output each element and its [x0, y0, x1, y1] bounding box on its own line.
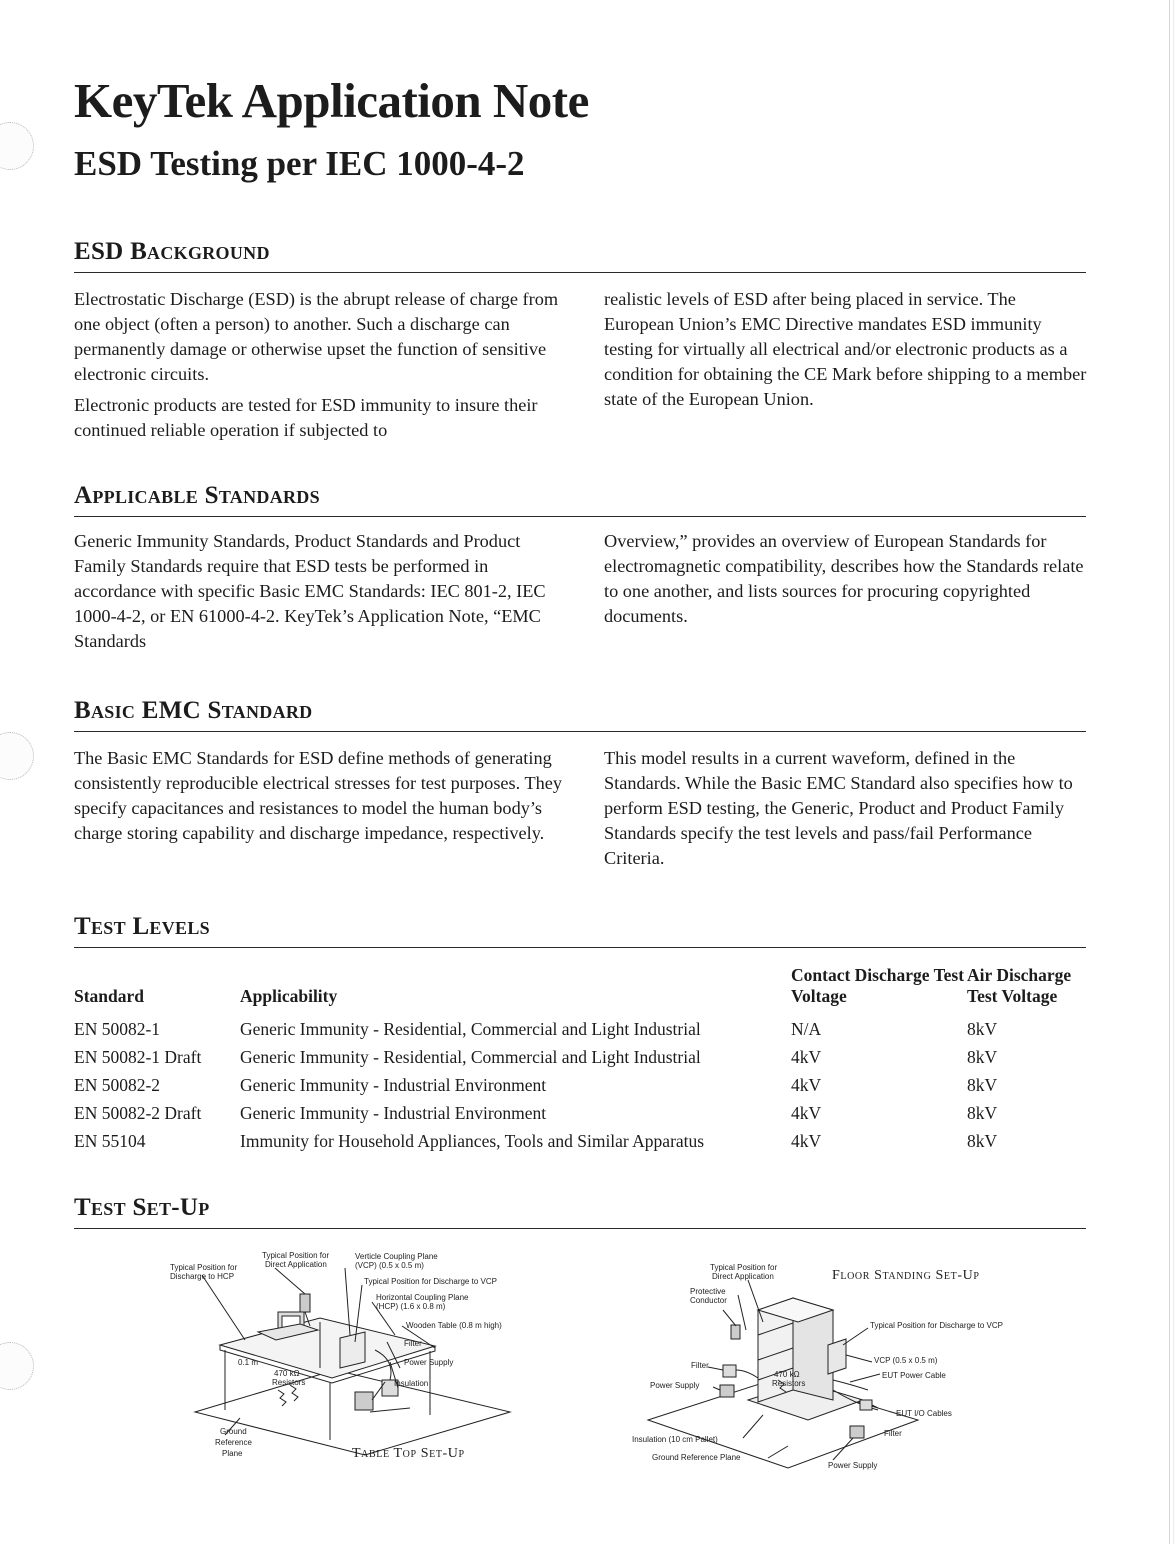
cell-standard: EN 50082-2 Draft — [74, 1102, 202, 1123]
page-subtitle: ESD Testing per IEC 1000-4-2 — [74, 144, 525, 183]
cell-air-voltage: 8kV — [967, 1074, 998, 1095]
binder-hole-middle — [0, 732, 34, 780]
section-heading-basic: Basic EMC Standard — [74, 697, 313, 724]
cell-standard: EN 50082-1 Draft — [74, 1046, 202, 1067]
cell-air-voltage: 8kV — [967, 1130, 998, 1151]
callout-direct-line1: Typical Position for — [262, 1251, 330, 1260]
page-title: KeyTek Application Note — [74, 73, 589, 128]
table-top-illustration — [150, 1250, 550, 1480]
section-rule — [74, 516, 1086, 517]
cell-applicability: Immunity for Household Appliances, Tools and Similar Apparatus — [240, 1130, 705, 1151]
floor-callout-filter-right: Filter — [884, 1429, 902, 1438]
cell-applicability: Generic Immunity - Industrial Environment — [240, 1074, 547, 1095]
binder-hole-bottom — [0, 1342, 34, 1390]
callout-hcp-position-line1: Typical Position for — [170, 1263, 238, 1272]
floor-callout-power-supply-left: Power Supply — [650, 1381, 700, 1390]
paragraph: Generic Immunity Standards, Product Standards and Product Family Standards require that ESD tests be performed in accordance with specific Basic EMC Standards: IEC 801-2, IEC 1000-4-2, or EN 61000-4-2. KeyTek’s Application Note, “EMC Standards — [74, 531, 546, 651]
paragraph: The Basic EMC Standards for ESD define methods of generating consistently reproducible electrical stresses for test purposes. They specify capacitances and resistances to model the human body’s charge storing capability and discharge impedance, respectively. — [74, 748, 563, 843]
section-rule — [74, 947, 1086, 948]
table-row — [74, 1099, 1086, 1127]
cell-air-voltage: 8kV — [967, 1102, 998, 1123]
callout-hcp-line2: (HCP) (1.6 x 0.8 m) — [376, 1302, 446, 1311]
floor-standing-caption: Floor Standing Set-Up — [832, 1268, 980, 1283]
table-row — [74, 1127, 1086, 1155]
callout-wooden-table: Wooden Table (0.8 m high) — [406, 1321, 502, 1330]
callout-distance: 0.1 m — [238, 1358, 259, 1367]
callout-vcp-line1: Verticle Coupling Plane — [355, 1252, 438, 1261]
callout-ground-line3: Plane — [222, 1449, 243, 1458]
callout-vcp-position: Typical Position for Discharge to VCP — [364, 1277, 497, 1286]
basic-right-column — [604, 746, 1089, 877]
callout-hcp-line1: Horizontal Coupling Plane — [376, 1293, 469, 1302]
floor-callout-protective-line2: Conductor — [690, 1296, 727, 1305]
section-heading-setup: Test Set-Up — [74, 1194, 210, 1221]
paragraph: This model results in a current waveform, defined in the Standards. While the Basic EMC Standard also specifies how to perform ESD testing, the Generic, Product and Product Family Standards specify the test levels and pass/fail Performance Criteria. — [604, 748, 1073, 868]
cell-contact-voltage: 4kV — [791, 1046, 822, 1067]
callout-vcp-line2: (VCP) (0.5 x 0.5 m) — [355, 1261, 424, 1270]
column-header-standard: Standard — [74, 986, 145, 1006]
cell-standard: EN 50082-2 — [74, 1074, 161, 1095]
callout-insulation: Insulation — [394, 1379, 429, 1388]
floor-callout-resistor-value: 470 kΩ — [774, 1370, 800, 1379]
paragraph: Electrostatic Discharge (ESD) is the abrupt release of charge from one object (often a person) to another. Such a discharge can permanently damage or otherwise upset the function of sensitive electronic circuits. — [74, 289, 559, 384]
floor-callout-vcp-position: Typical Position for Discharge to VCP — [870, 1321, 1003, 1330]
section-heading-levels: Test Levels — [74, 913, 210, 940]
cell-applicability: Generic Immunity - Industrial Environment — [240, 1102, 547, 1123]
section-rule — [74, 272, 1086, 273]
callout-resistor-value: 470 kΩ — [274, 1369, 300, 1378]
callout-ground-line2: Reference — [215, 1438, 252, 1447]
floor-callout-filter: Filter — [691, 1361, 709, 1370]
floor-callout-insulation: Insulation (10 cm Pallet) — [632, 1435, 718, 1444]
table-row — [74, 1071, 1086, 1099]
floor-callout-direct-line1: Typical Position for — [710, 1263, 778, 1272]
floor-callout-power-supply-bottom: Power Supply — [828, 1461, 878, 1470]
cell-contact-voltage: N/A — [791, 1018, 822, 1039]
page-edge-line-outer — [1173, 0, 1174, 1544]
page-edge-line — [1169, 0, 1170, 1544]
callout-ground-line1: Ground — [220, 1427, 247, 1436]
cell-contact-voltage: 4kV — [791, 1130, 822, 1151]
cell-air-voltage: 8kV — [967, 1046, 998, 1067]
standards-left-column — [74, 529, 564, 660]
table-header-row — [74, 965, 1086, 1015]
table-row — [74, 1015, 1086, 1043]
floor-callout-protective-line1: Protective — [690, 1287, 726, 1296]
section-rule — [74, 731, 1086, 732]
column-header-contact: Contact Discharge Test Voltage — [791, 965, 965, 1006]
floor-callout-ground: Ground Reference Plane — [652, 1453, 741, 1462]
callout-resistors: Resistors — [272, 1378, 306, 1387]
standards-right-column — [604, 529, 1089, 635]
floor-callout-direct-line2: Direct Application — [712, 1272, 774, 1281]
table-top-caption: Table Top Set-Up — [352, 1446, 465, 1461]
callout-direct-line2: Direct Application — [265, 1260, 327, 1269]
floor-callout-eut-io: EUT I/O Cables — [896, 1409, 952, 1418]
floor-callout-resistors: Resistors — [772, 1379, 806, 1388]
cell-applicability: Generic Immunity - Residential, Commercial and Light Industrial — [240, 1018, 701, 1039]
paragraph: realistic levels of ESD after being placed in service. The European Union’s EMC Directive mandates ESD immunity testing for virtually all electrical and/or electronic products as a condition for obtaining the CE Mark before shipping to a member state of the European Union. — [604, 289, 1087, 409]
section-rule — [74, 1228, 1086, 1229]
floor-callout-eut-power: EUT Power Cable — [882, 1371, 946, 1380]
cell-applicability: Generic Immunity - Residential, Commercial and Light Industrial — [240, 1046, 701, 1067]
callout-power-supply: Power Supply — [404, 1358, 454, 1367]
column-header-air: Air Discharge Test Voltage — [967, 965, 1072, 1006]
section-heading-standards: Applicable Standards — [74, 482, 320, 509]
cell-standard: EN 50082-1 — [74, 1018, 161, 1039]
cell-standard: EN 55104 — [74, 1130, 146, 1151]
background-left-column — [74, 287, 564, 449]
background-right-column — [604, 287, 1089, 418]
floor-standing-setup-diagram — [628, 1250, 1068, 1480]
cell-contact-voltage: 4kV — [791, 1102, 822, 1123]
table-top-setup-diagram — [150, 1250, 550, 1480]
section-heading-background: ESD Background — [74, 238, 270, 265]
paragraph: Electronic products are tested for ESD immunity to insure their continued reliable operation if subjected to — [74, 395, 538, 440]
callout-hcp-position-line2: Discharge to HCP — [170, 1272, 235, 1281]
test-levels-table — [74, 965, 1086, 1155]
callout-filter: Filter — [404, 1339, 422, 1348]
basic-left-column — [74, 746, 564, 852]
cell-contact-voltage: 4kV — [791, 1074, 822, 1095]
paragraph: Overview,” provides an overview of European Standards for electromagnetic compatibility, describes how the Standards relate to one another, and lists sources for procuring copyrighted documents. — [604, 531, 1084, 626]
cell-air-voltage: 8kV — [967, 1018, 998, 1039]
binder-hole-top — [0, 122, 34, 170]
column-header-applicability: Applicability — [240, 986, 338, 1006]
table-row — [74, 1043, 1086, 1071]
floor-callout-vcp: VCP (0.5 x 0.5 m) — [874, 1356, 938, 1365]
floor-standing-illustration — [628, 1250, 1068, 1480]
